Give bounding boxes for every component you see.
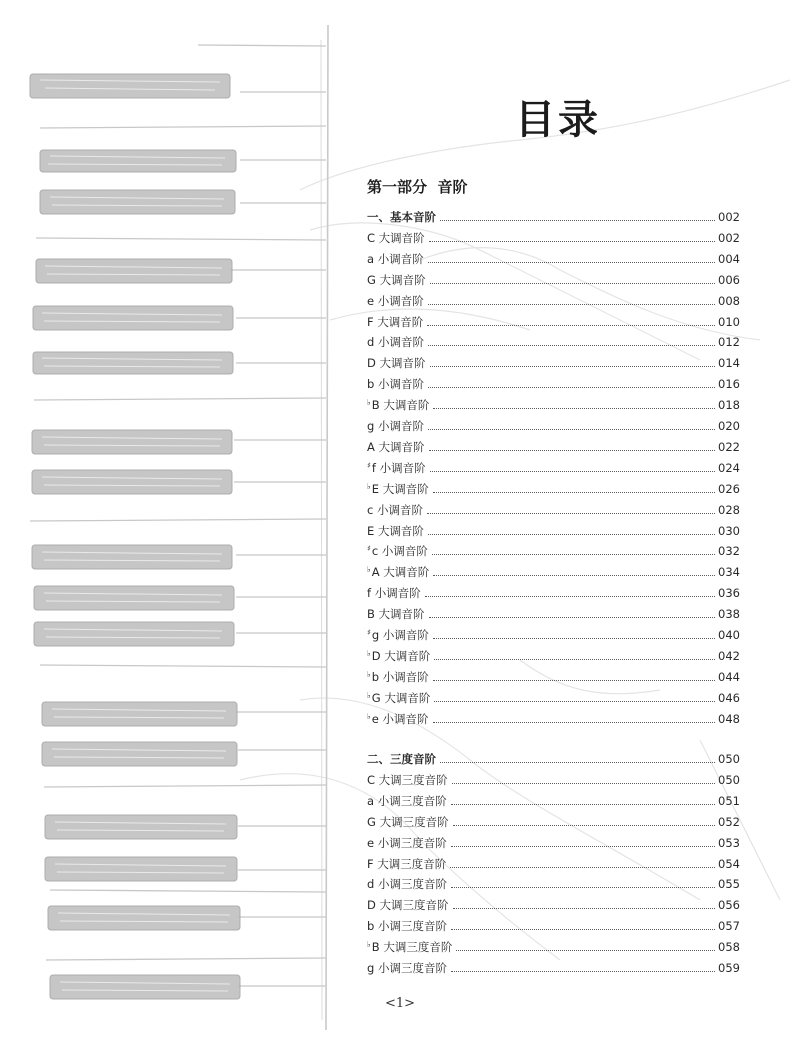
toc-page-number: 051 (718, 793, 740, 808)
toc-entry[interactable] (367, 267, 740, 287)
toc-entry[interactable] (367, 851, 740, 871)
toc-entry-label (367, 524, 424, 538)
dot-leader (428, 429, 715, 430)
dot-leader (428, 304, 715, 305)
dot-leader (429, 241, 715, 242)
toc-page-number: 012 (718, 335, 740, 350)
toc-page-number: 053 (718, 835, 740, 850)
dot-leader (456, 950, 715, 951)
toc-entry-text: g 小调三度音阶 (367, 961, 447, 975)
toc-entry-text: b 小调三度音阶 (367, 919, 447, 934)
toc-page-number: 050 (718, 772, 740, 787)
accidental-sign: ♭ (367, 690, 371, 700)
accidental-sign: ♭ (367, 669, 371, 679)
toc-entry-text: G 大调音阶 (367, 272, 426, 287)
toc-entry-label (367, 836, 447, 850)
toc-entry-text: B 大调音阶 (371, 398, 430, 413)
toc-entry[interactable] (367, 309, 740, 329)
accidental-sign: ♯ (367, 544, 371, 554)
dot-leader (428, 345, 715, 346)
toc-entry[interactable] (367, 476, 740, 496)
dot-leader (434, 701, 715, 702)
toc-entry-label (367, 668, 429, 684)
dot-leader (428, 534, 715, 535)
toc-entry-label (367, 396, 429, 412)
dot-leader (451, 929, 715, 930)
toc-entry-text: D 大调三度音阶 (367, 898, 449, 913)
toc-entry-text: C 大调音阶 (367, 230, 425, 245)
toc-entry-text: B 大调音阶 (367, 607, 425, 622)
toc-page-number: 034 (718, 565, 740, 580)
toc-entry-label (367, 647, 430, 663)
toc-page-number: 008 (718, 293, 740, 308)
toc-entry-text: E 大调音阶 (371, 481, 429, 496)
dot-leader (430, 283, 715, 284)
toc-entry-label (367, 419, 424, 433)
toc-entry-label (367, 210, 436, 224)
toc-entry-text: b 小调音阶 (367, 377, 424, 392)
toc-page-number: 040 (718, 628, 740, 642)
toc-entry-label (367, 689, 430, 705)
toc-entry-text: c 小调音阶 (371, 544, 428, 559)
toc-entry-label (367, 626, 429, 642)
toc-entry[interactable] (367, 685, 740, 705)
dot-leader (450, 867, 715, 868)
toc-entry-label (367, 919, 447, 933)
dot-leader (433, 638, 715, 639)
toc-entry-label (367, 752, 436, 766)
toc-entry-text: B 大调三度音阶 (371, 940, 453, 955)
toc-entry-label (367, 938, 452, 954)
toc-entry[interactable] (367, 580, 740, 600)
toc-entry-label (367, 542, 428, 558)
toc-page-number: 002 (718, 210, 740, 224)
accidental-sign: ♯ (367, 628, 371, 637)
toc-entry[interactable] (367, 497, 740, 517)
toc-entry-text: e 小调音阶 (371, 711, 429, 726)
toc-page-number: 036 (718, 586, 740, 601)
toc-page-number: 059 (718, 961, 740, 975)
toc-entry[interactable] (367, 288, 740, 308)
toc-page-number: 028 (718, 502, 740, 517)
dot-leader (451, 846, 715, 847)
toc-entry[interactable] (367, 913, 740, 933)
toc-entry-label (367, 898, 449, 912)
toc-entry[interactable] (367, 455, 740, 475)
dot-leader (429, 617, 716, 618)
dot-leader (428, 387, 715, 388)
accidental-sign: ♭ (367, 565, 371, 575)
dot-leader (425, 596, 715, 597)
toc-entry[interactable] (367, 329, 740, 349)
dot-leader (427, 325, 715, 326)
toc-page-number: 010 (718, 314, 740, 329)
toc-entry-label (367, 607, 425, 621)
toc-entry-label (367, 563, 429, 579)
toc-entry-text: D 大调音阶 (371, 648, 431, 663)
dot-leader (453, 908, 716, 909)
toc-entry-label (367, 315, 423, 329)
dot-leader (440, 762, 715, 763)
toc-entry-text: e 小调音阶 (367, 293, 424, 308)
toc-page-number: 057 (718, 919, 740, 934)
dot-leader (433, 408, 715, 409)
toc-page-number: 048 (718, 711, 740, 726)
toc-entry-text: f 小调音阶 (371, 460, 426, 475)
toc-entry[interactable] (367, 559, 740, 579)
toc-entry-label (367, 961, 447, 975)
toc-entry[interactable] (367, 622, 740, 642)
accidental-sign: ♭ (367, 398, 371, 408)
dot-leader (451, 887, 715, 888)
toc-entry-label (367, 710, 429, 726)
toc-page-number: 044 (718, 669, 740, 684)
page-title: 目录 (515, 97, 601, 143)
dot-leader (430, 366, 716, 367)
toc-page-number: 052 (718, 814, 740, 829)
toc-page-number: 014 (718, 356, 740, 371)
toc-entry[interactable] (367, 538, 740, 558)
toc-entry[interactable] (367, 413, 740, 433)
accidental-sign: ♭ (367, 481, 371, 491)
toc-page-number: 022 (718, 439, 740, 454)
toc-page-number: 038 (718, 607, 740, 622)
accidental-sign: ♭ (367, 648, 371, 658)
toc-entry[interactable] (367, 892, 740, 912)
toc-entry[interactable] (367, 246, 740, 266)
toc-entry-text: F 大调音阶 (367, 314, 424, 329)
dot-leader (433, 575, 715, 576)
toc-entry-label (367, 252, 424, 266)
toc-entry[interactable] (367, 955, 740, 975)
toc-entry-label (367, 480, 429, 496)
toc-entry[interactable] (367, 809, 740, 829)
toc-entry-label (367, 356, 426, 370)
toc-entry-text: g 小调音阶 (367, 419, 424, 433)
toc-entry-text: G 大调音阶 (371, 690, 431, 705)
dot-leader (430, 471, 715, 472)
toc-entry-text: f 小调音阶 (367, 586, 421, 601)
toc-entry-label (367, 773, 448, 787)
toc-entry[interactable] (367, 643, 740, 663)
part-heading: 第一部分 音阶 (367, 178, 468, 196)
toc-section-heading[interactable] (367, 204, 740, 224)
toc-entry-text: C 大调三度音阶 (367, 772, 448, 787)
dot-leader (433, 722, 716, 723)
toc-entry[interactable] (367, 601, 740, 621)
toc-entry-text: E 大调音阶 (367, 523, 424, 538)
toc-entry-text: 二、三度音阶 (367, 752, 436, 766)
toc-entry-label (367, 231, 425, 245)
toc-page-number: 056 (718, 898, 740, 913)
toc-entry-text: D 大调音阶 (367, 356, 426, 371)
toc-page-number: 018 (718, 398, 740, 413)
toc-entry[interactable] (367, 767, 740, 787)
toc-page-number: 042 (718, 648, 740, 663)
toc-entry[interactable] (367, 871, 740, 891)
toc-entry-text: F 大调三度音阶 (367, 856, 447, 871)
accidental-sign: ♭ (367, 940, 371, 950)
dot-leader (440, 220, 715, 221)
toc-entry[interactable] (367, 434, 740, 454)
toc-page-number: 030 (718, 523, 740, 538)
toc-entry-label (367, 586, 421, 600)
toc-entry[interactable] (367, 664, 740, 684)
toc-page-number: 026 (718, 481, 740, 496)
dot-leader (432, 554, 715, 555)
toc-entry-text: A 大调音阶 (371, 565, 430, 580)
dot-leader (433, 680, 715, 681)
toc-section-heading[interactable] (367, 746, 740, 766)
toc-entry-text: e 小调三度音阶 (367, 835, 447, 850)
dot-leader (429, 450, 716, 451)
toc-entry-text: A 大调音阶 (367, 439, 425, 454)
toc-entry[interactable] (367, 518, 740, 538)
dot-leader (452, 783, 715, 784)
keyboard-edge-line (326, 25, 328, 1030)
toc-entry-label (367, 857, 446, 871)
toc-entry[interactable] (367, 788, 740, 808)
toc-entry-text: d 小调三度音阶 (367, 877, 447, 892)
toc-entry-text: d 小调音阶 (367, 335, 424, 350)
toc-page-number: 058 (718, 940, 740, 955)
dot-leader (434, 659, 715, 660)
toc-page-number: 006 (718, 272, 740, 287)
toc-entry-label (367, 503, 423, 517)
accidental-sign: ♯ (367, 460, 371, 470)
toc-page-number: 054 (718, 856, 740, 871)
toc-page-number: 016 (718, 377, 740, 392)
toc-entry-text: a 小调音阶 (367, 251, 424, 266)
toc-entry-text: g 小调音阶 (371, 628, 429, 642)
toc-entry[interactable] (367, 830, 740, 850)
toc-entry-label (367, 815, 449, 829)
toc-entry-text: b 小调音阶 (371, 669, 429, 684)
dot-leader (453, 825, 715, 826)
toc-page-number: 050 (718, 752, 740, 766)
toc-entry[interactable] (367, 934, 740, 954)
toc-entry-label (367, 877, 447, 891)
toc-entry-label (367, 335, 424, 349)
toc-entry-text: c 小调音阶 (367, 502, 423, 517)
toc-page-number: 046 (718, 690, 740, 705)
dot-leader (433, 492, 715, 493)
toc-page-number: 002 (718, 230, 740, 245)
toc-page-number: 055 (718, 877, 740, 892)
dot-leader (427, 513, 715, 514)
toc-entry[interactable] (367, 392, 740, 412)
dot-leader (428, 262, 715, 263)
toc-entry[interactable] (367, 350, 740, 370)
toc-page-number: 020 (718, 419, 740, 433)
dot-leader (451, 804, 715, 805)
toc-entry[interactable] (367, 225, 740, 245)
toc-entry-label (367, 377, 424, 391)
toc-page-number: 004 (718, 251, 740, 266)
toc-entry-text: 一、基本音阶 (367, 210, 436, 224)
toc-page-number: 024 (718, 460, 740, 475)
toc-entry-text: a 小调三度音阶 (367, 793, 447, 808)
toc-entry[interactable] (367, 706, 740, 726)
accidental-sign: ♭ (367, 711, 371, 721)
toc-entry-label (367, 294, 424, 308)
page-number: <1> (384, 996, 416, 1011)
toc-entry[interactable] (367, 371, 740, 391)
toc-entry-label (367, 440, 425, 454)
toc-entry-label (367, 273, 426, 287)
toc-entry-label (367, 794, 447, 808)
toc-page-number: 032 (718, 544, 740, 559)
toc-entry-label (367, 459, 426, 475)
dot-leader (451, 971, 715, 972)
toc-entry-text: G 大调三度音阶 (367, 814, 449, 829)
